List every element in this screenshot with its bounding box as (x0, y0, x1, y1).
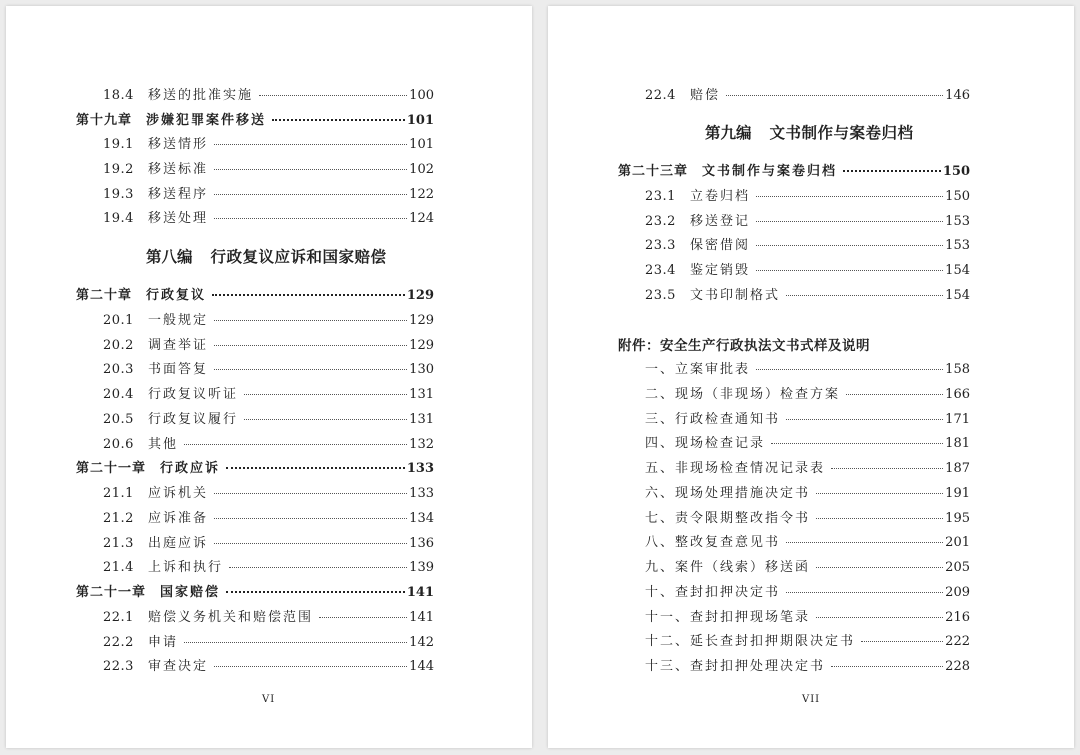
toc-title: 其他 (147, 436, 178, 452)
toc-page-number: 130 (409, 362, 434, 378)
dot-leader (786, 542, 943, 543)
toc-number: 23.5 (645, 287, 676, 303)
toc-section-entry[interactable] (103, 137, 434, 153)
toc-title: 一般规定 (147, 312, 208, 328)
toc-title: 移送情形 (147, 137, 208, 152)
part-title: 文书制作与案卷归档 (769, 123, 914, 142)
toc-title: 文书印制格式 (689, 287, 780, 303)
dot-leader (184, 444, 407, 445)
toc-page-number: 181 (945, 436, 970, 452)
dot-leader (226, 467, 405, 469)
toc-appendix-entry[interactable] (645, 461, 970, 477)
toc-title: 十、查封扣押决定书 (645, 584, 781, 600)
part-title: 行政复议应诉和国家赔偿 (210, 247, 387, 266)
toc-number: 21.4 (103, 560, 134, 576)
toc-section-entry[interactable] (103, 412, 434, 428)
toc-chapter-entry[interactable] (618, 164, 970, 180)
toc-number: 20.4 (103, 387, 134, 402)
toc-page-number: 131 (409, 411, 434, 427)
dot-leader (214, 218, 407, 219)
toc-title: 鉴定销毁 (689, 263, 750, 278)
dot-leader (786, 419, 943, 420)
toc-section-entry[interactable] (103, 88, 434, 104)
toc-section-entry[interactable] (103, 187, 434, 203)
toc-appendix-entry[interactable] (645, 659, 970, 675)
toc-appendix-entry[interactable] (645, 511, 970, 527)
toc-section-entry[interactable] (103, 635, 434, 651)
toc-number: 19.1 (103, 137, 134, 152)
dot-leader (831, 666, 943, 667)
toc-title: 申请 (147, 634, 178, 650)
toc-page-number: 187 (945, 461, 970, 476)
toc-number: 19.2 (103, 162, 134, 177)
toc-number: 22.3 (103, 659, 134, 675)
part-number: 第八编 (146, 247, 193, 266)
page-footer-number: VII (802, 694, 821, 705)
dot-leader (816, 493, 943, 494)
dot-leader (214, 369, 407, 370)
toc-number: 20.1 (103, 312, 134, 328)
toc-page-number: 101 (409, 137, 434, 152)
toc-page-number: 153 (945, 238, 970, 254)
toc-number: 21.2 (103, 510, 134, 526)
toc-page-number: 102 (409, 162, 434, 177)
dot-leader (756, 196, 943, 197)
toc-appendix-entry[interactable] (645, 585, 970, 601)
toc-title: 审查决定 (147, 659, 208, 675)
toc-number: 19.3 (103, 187, 134, 202)
toc-title: 一、立案审批表 (645, 362, 751, 377)
toc-page-number: 201 (945, 535, 970, 551)
toc-section-entry[interactable] (645, 189, 970, 205)
dot-leader (861, 641, 943, 642)
toc-title: 行政复议听证 (147, 387, 238, 402)
toc-section-entry[interactable] (103, 313, 434, 329)
toc-title: 四、现场检查记录 (645, 436, 766, 452)
toc-page-number: 129 (409, 312, 434, 328)
toc-number: 23.3 (645, 238, 676, 254)
dot-leader (272, 119, 405, 121)
toc-page-number: 129 (406, 288, 434, 303)
toc-page-number: 122 (409, 187, 434, 202)
toc-page-number: 141 (406, 585, 434, 600)
toc-number: 第二十一章 (76, 585, 147, 600)
toc-section-entry[interactable] (645, 288, 970, 304)
toc-number: 20.2 (103, 337, 134, 353)
toc-title: 应诉准备 (147, 510, 208, 526)
toc-section-entry[interactable] (645, 263, 970, 279)
dot-leader (756, 221, 943, 222)
toc-title: 国家赔偿 (160, 585, 221, 600)
toc-page-number: 222 (945, 634, 970, 650)
toc-section-entry[interactable] (645, 238, 970, 254)
toc-page-number: 191 (945, 485, 970, 501)
dot-leader (214, 518, 407, 519)
part-number: 第九编 (705, 123, 752, 142)
toc-title: 行政复议履行 (147, 411, 238, 427)
toc-page-number: 101 (406, 113, 434, 128)
toc-page-number: 129 (409, 337, 434, 353)
toc-appendix-entry[interactable] (645, 634, 970, 650)
toc-title: 移送程序 (147, 187, 208, 202)
toc-chapter-entry[interactable] (76, 585, 434, 601)
toc-section-entry[interactable] (103, 560, 434, 576)
toc-title: 应诉机关 (147, 486, 208, 501)
toc-number: 第十九章 (76, 113, 133, 128)
toc-title: 行政复议 (146, 288, 207, 303)
dot-leader (756, 270, 943, 271)
toc-title: 书面答复 (147, 362, 208, 378)
dot-leader (214, 543, 407, 544)
toc-page-number: 141 (409, 609, 434, 625)
toc-page-number: 171 (945, 411, 970, 427)
toc-number: 21.1 (103, 486, 134, 501)
toc-title: 上诉和执行 (147, 560, 223, 576)
toc-page-number: 139 (409, 560, 434, 576)
toc-page-number: 134 (409, 510, 434, 526)
toc-page-number: 216 (945, 609, 970, 625)
dot-leader (214, 169, 407, 170)
toc-title: 八、整改复查意见书 (645, 535, 781, 551)
appendix-heading: 附件：安全生产行政执法文书式样及说明 (618, 338, 870, 354)
toc-number: 21.3 (103, 535, 134, 551)
toc-title: 移送的批准实施 (147, 88, 253, 103)
toc-number: 22.4 (645, 88, 676, 103)
toc-title: 涉嫌犯罪案件移送 (146, 113, 267, 128)
toc-title: 移送处理 (147, 211, 208, 226)
toc-appendix-entry[interactable] (645, 436, 970, 452)
toc-page-number: 136 (409, 535, 434, 551)
toc-chapter-entry[interactable] (76, 461, 434, 477)
dot-leader (214, 194, 407, 195)
dot-leader (244, 419, 407, 420)
toc-title: 五、非现场检查情况记录表 (645, 461, 826, 476)
dot-leader (244, 394, 407, 395)
toc-number: 23.4 (645, 263, 676, 278)
dot-leader (184, 642, 407, 643)
toc-page-number: 150 (942, 164, 970, 179)
toc-number: 23.2 (645, 213, 676, 229)
toc-section-entry[interactable] (103, 511, 434, 527)
dot-leader (756, 369, 943, 370)
toc-page-number: 142 (409, 634, 434, 650)
dot-leader (846, 394, 943, 395)
toc-title: 九、案件（线索）移送函 (645, 560, 811, 575)
toc-section-entry[interactable] (645, 88, 970, 104)
toc-page-number: 209 (945, 584, 970, 600)
toc-section-entry[interactable] (103, 486, 434, 502)
toc-appendix-entry[interactable] (645, 610, 970, 626)
toc-title: 七、责令限期整改指令书 (645, 510, 811, 526)
toc-section-entry[interactable] (103, 387, 434, 403)
right-page (548, 6, 1074, 748)
toc-page-number: 150 (945, 188, 970, 204)
toc-number: 第二十一章 (76, 461, 147, 477)
toc-title: 三、行政检查通知书 (645, 411, 781, 427)
dot-leader (214, 666, 407, 667)
toc-title: 赔偿 (689, 88, 720, 103)
dot-leader (229, 567, 407, 568)
toc-number: 23.1 (645, 188, 676, 204)
page-footer-number: VI (262, 694, 276, 705)
toc-appendix-entry[interactable] (645, 412, 970, 428)
toc-section-entry[interactable] (103, 610, 434, 626)
toc-title: 二、现场（非现场）检查方案 (645, 386, 841, 402)
toc-title: 赔偿义务机关和赔偿范围 (147, 609, 313, 625)
toc-section-entry[interactable] (103, 162, 434, 178)
dot-leader (831, 468, 943, 469)
toc-number: 19.4 (103, 211, 134, 226)
toc-section-entry[interactable] (103, 362, 434, 378)
dot-leader (212, 294, 405, 296)
dot-leader (214, 320, 407, 321)
toc-page-number: 205 (945, 560, 970, 575)
left-page (6, 6, 532, 748)
toc-page-number: 124 (409, 211, 434, 226)
dot-leader (786, 295, 943, 296)
toc-page-number: 166 (945, 386, 970, 402)
toc-title: 十二、延长查封扣押期限决定书 (645, 634, 856, 650)
toc-number: 18.4 (103, 88, 134, 103)
toc-page-number: 154 (945, 263, 970, 278)
toc-number: 20.3 (103, 362, 134, 378)
toc-section-entry[interactable] (645, 214, 970, 230)
dot-leader (756, 245, 943, 246)
toc-title: 十一、查封扣押现场笔录 (645, 609, 811, 625)
toc-page-number: 133 (409, 486, 434, 501)
toc-appendix-entry[interactable] (645, 486, 970, 502)
toc-section-entry[interactable] (103, 536, 434, 552)
toc-number: 22.1 (103, 609, 134, 625)
toc-title: 行政应诉 (160, 461, 221, 477)
toc-page-number: 195 (945, 510, 970, 526)
part-heading (705, 123, 914, 143)
toc-chapter-entry[interactable] (76, 288, 434, 304)
toc-title: 文书制作与案卷归档 (702, 164, 838, 179)
toc-page-number: 132 (409, 436, 434, 452)
toc-page-number: 153 (945, 213, 970, 229)
dot-leader (816, 518, 943, 519)
toc-chapter-entry[interactable] (76, 113, 434, 129)
toc-appendix-entry[interactable] (645, 387, 970, 403)
dot-leader (726, 95, 943, 96)
toc-title: 调查举证 (147, 337, 208, 353)
toc-appendix-entry[interactable] (645, 560, 970, 576)
toc-title: 保密借阅 (689, 238, 750, 254)
dot-leader (816, 617, 943, 618)
toc-number: 20.5 (103, 411, 134, 427)
dot-leader (786, 592, 943, 593)
dot-leader (843, 170, 941, 172)
dot-leader (771, 443, 943, 444)
toc-title: 六、现场处理措施决定书 (645, 485, 811, 501)
toc-section-entry[interactable] (103, 338, 434, 354)
toc-page-number: 158 (945, 362, 970, 377)
toc-number: 第二十三章 (618, 164, 689, 179)
toc-title: 立卷归档 (689, 188, 750, 204)
toc-page-number: 144 (409, 659, 434, 675)
toc-section-entry[interactable] (103, 211, 434, 227)
toc-page-number: 154 (945, 287, 970, 303)
toc-number: 22.2 (103, 634, 134, 650)
toc-section-entry[interactable] (103, 437, 434, 453)
dot-leader (816, 567, 943, 568)
toc-page-number: 146 (945, 88, 970, 103)
dot-leader (214, 493, 407, 494)
toc-appendix-entry[interactable] (645, 362, 970, 378)
toc-title: 十三、查封扣押处理决定书 (645, 659, 826, 674)
toc-appendix-entry[interactable] (645, 535, 970, 551)
toc-number: 20.6 (103, 436, 134, 452)
toc-title: 移送登记 (689, 213, 750, 229)
part-heading (146, 247, 387, 267)
dot-leader (214, 345, 407, 346)
dot-leader (319, 617, 407, 618)
toc-title: 出庭应诉 (147, 535, 208, 551)
dot-leader (259, 95, 407, 96)
toc-page-number: 228 (945, 659, 970, 674)
toc-section-entry[interactable] (103, 659, 434, 675)
toc-page-number: 131 (409, 387, 434, 402)
dot-leader (214, 144, 407, 145)
toc-page-number: 133 (406, 461, 434, 477)
toc-page-number: 100 (409, 88, 434, 103)
toc-number: 第二十章 (76, 288, 133, 303)
dot-leader (226, 591, 405, 593)
toc-title: 移送标准 (147, 162, 208, 177)
